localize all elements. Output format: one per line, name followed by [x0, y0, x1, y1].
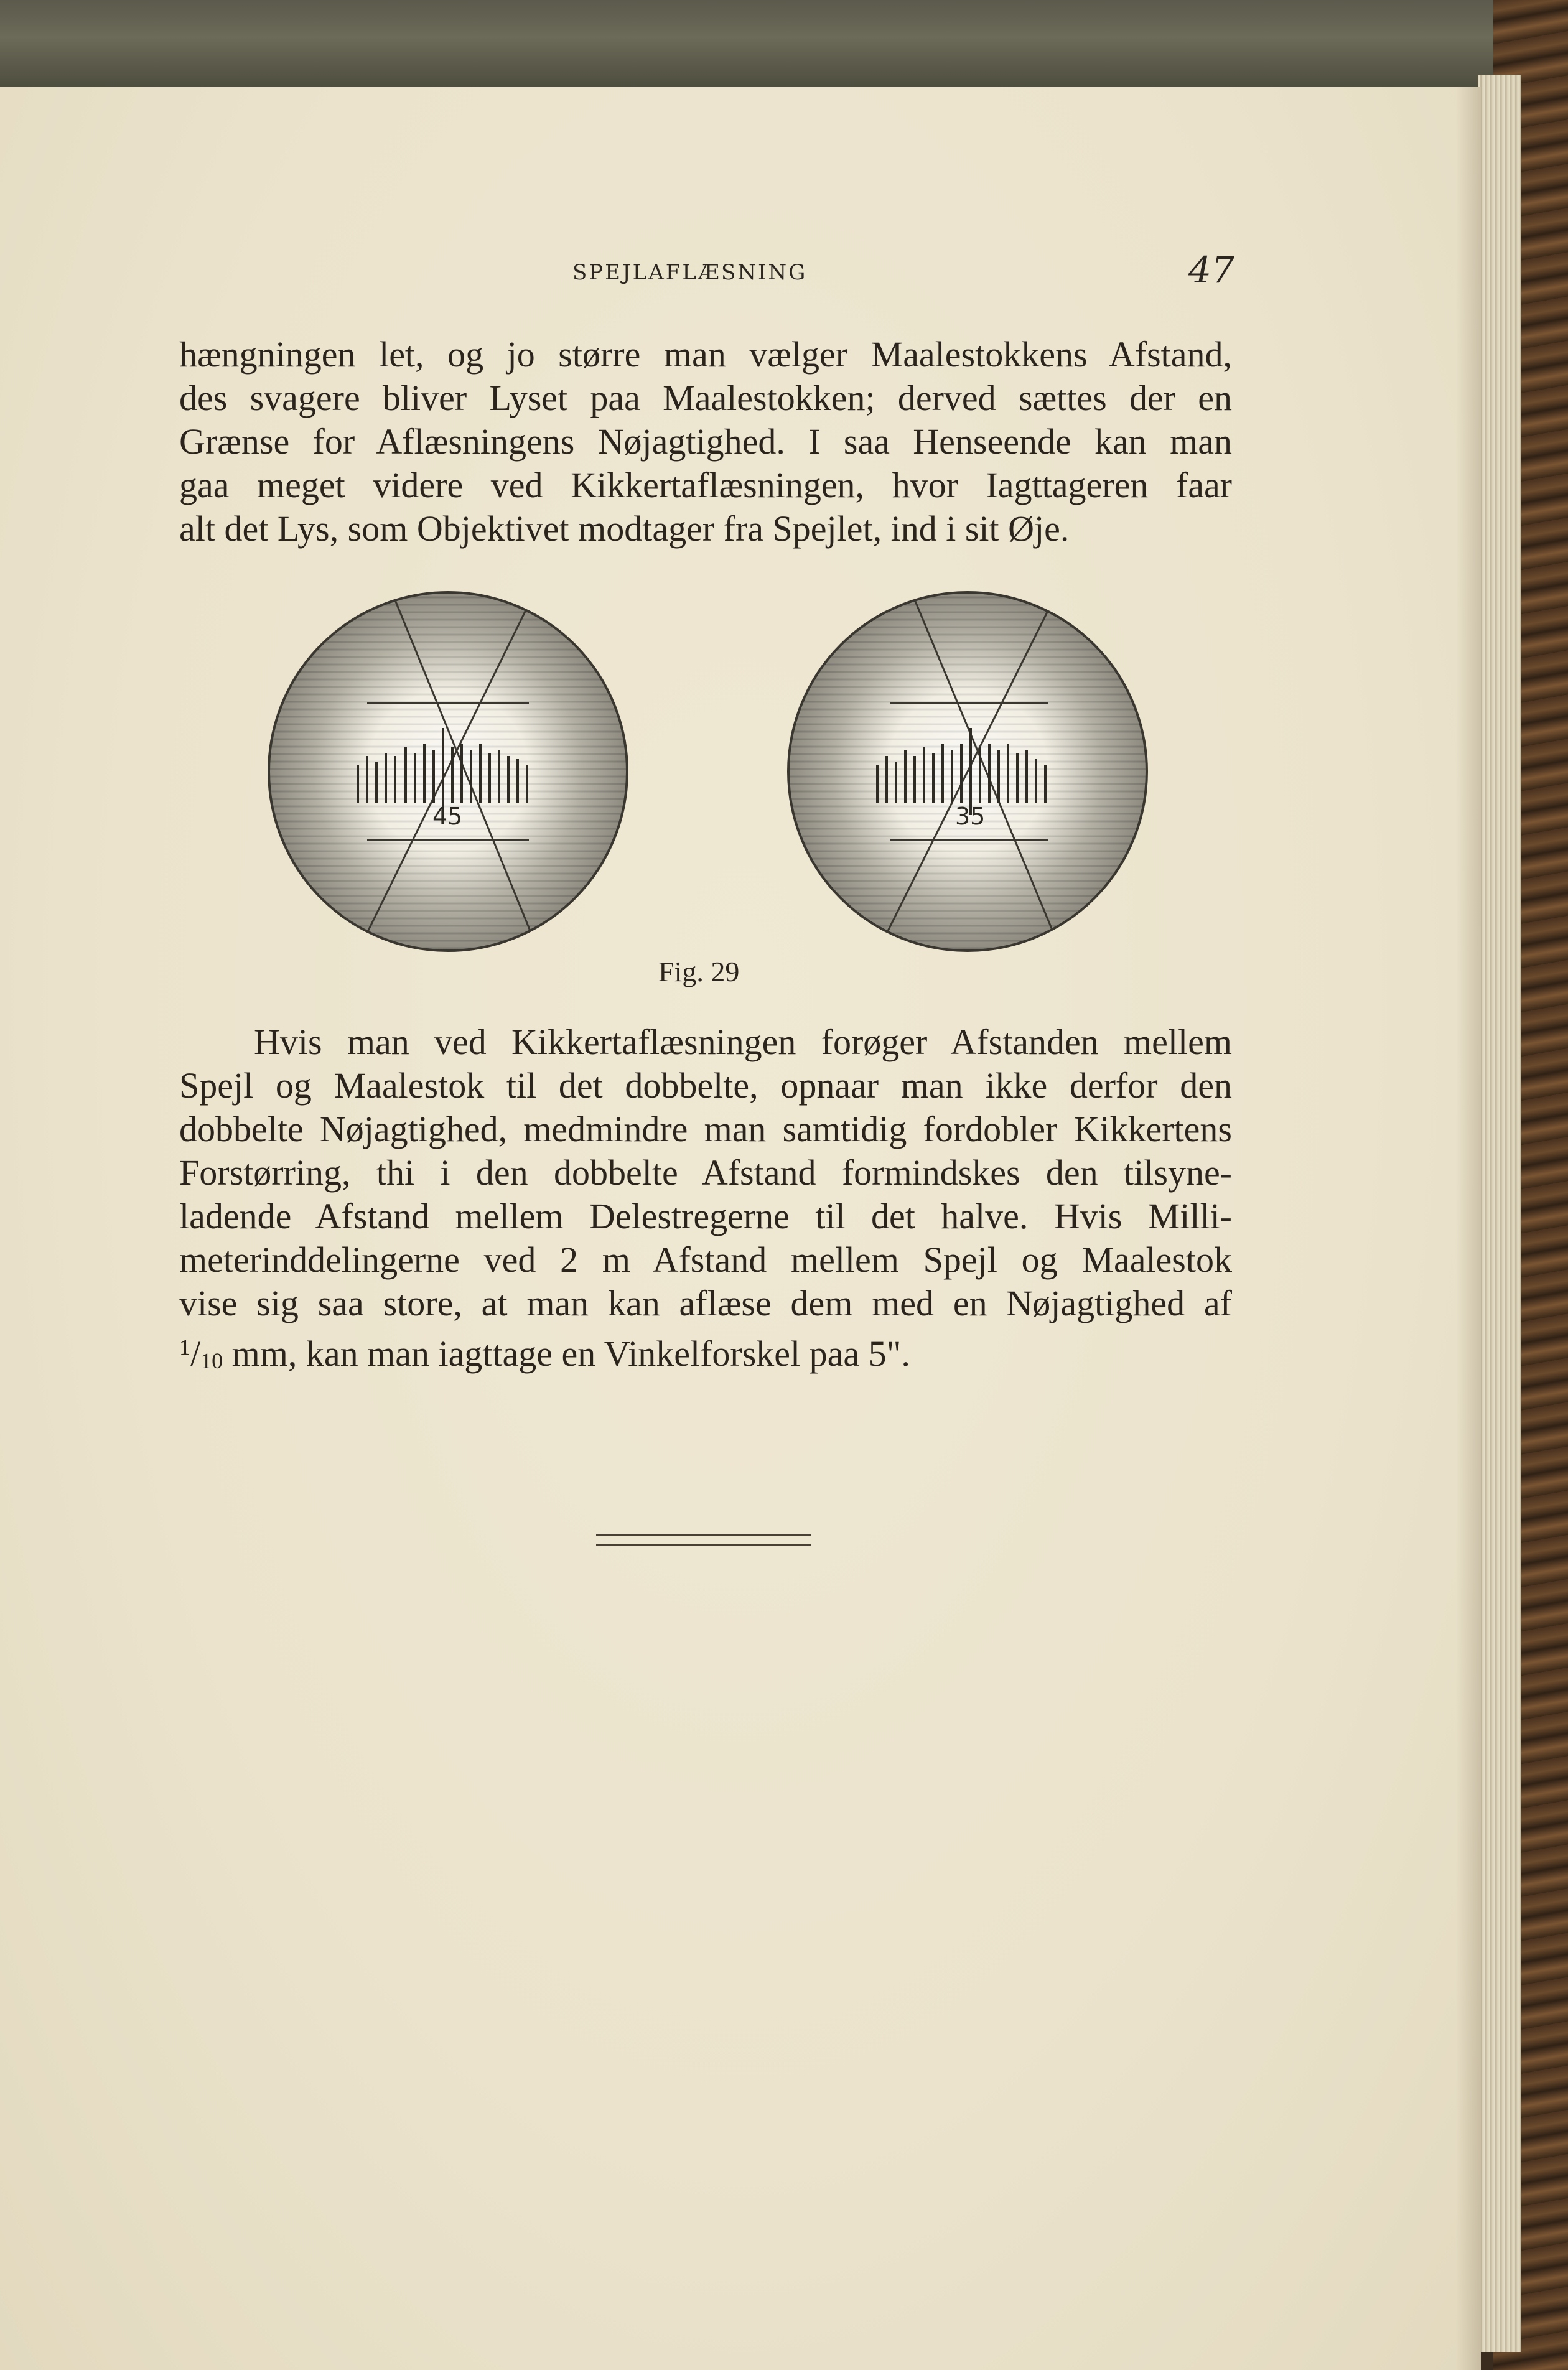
text-line: meterinddelingerne ved 2 m Afstand mellem Spejl og Maalestok — [179, 1239, 1232, 1280]
fraction-numerator: 1 — [179, 1335, 190, 1360]
page-stack-edge — [1478, 75, 1521, 2352]
running-title: SPEJLAFLÆSNING — [572, 260, 808, 285]
text-line: Grænse for Aflæsningens Nøjagtighed. I saa Henseende kan man — [179, 421, 1232, 462]
text-line: ladende Afstand mellem Delestregerne til det halve. Hvis Milli- — [179, 1196, 1232, 1236]
book-top-edge — [0, 0, 1568, 93]
text-line: alt det Lys, som Objektivet modtager fra Spejlet, ind i sit Øje. — [179, 508, 1070, 549]
figure-caption: Fig. 29 — [658, 956, 740, 987]
text-line: des svagere bliver Lyset paa Maalestokken; derved sættes der en — [179, 378, 1232, 418]
text-line: Hvis man ved Kikkertaflæsningen forøger Afstanden mellem — [254, 1022, 1232, 1062]
text-line-last: $^1/_{10}$ mm, kan man iagttage en Vinkelforskel paa 5". — [179, 1333, 910, 1374]
paragraph-2 — [179, 1020, 1232, 1383]
text-line: gaa meget videre ved Kikkertaflæsningen, hvor Iagttageren faar — [179, 465, 1232, 505]
text-line: hængningen let, og jo større man vælger Maalestokkens Afstand, — [179, 334, 1232, 375]
text-line: vise sig saa store, at man kan aflæse dem med en Nøjagtighed af — [179, 1283, 1232, 1323]
text-line: Forstørring, thi i den dobbelte Afstand formindskes den tilsyne- — [179, 1152, 1232, 1193]
fraction-denominator: 10 — [200, 1348, 223, 1373]
left-telescope-view — [261, 579, 647, 964]
figure-29 — [261, 579, 1182, 964]
end-rule-divider — [596, 1534, 811, 1546]
text-line: Spejl og Maalestok til det dobbelte, opnaar man ikke derfor den — [179, 1065, 1232, 1106]
left-scale-label: 45 — [432, 803, 463, 830]
paragraph-1 — [179, 333, 1232, 551]
right-scale-label: 35 — [955, 803, 986, 830]
last-line-text: mm, kan man iagttage en Vinkelforskel paa 5". — [223, 1333, 910, 1374]
right-telescope-view — [778, 579, 1164, 964]
page-number: 47 — [1188, 249, 1234, 291]
text-line: dobbelte Nøjagtighed, medmindre man samtidig fordobler Kikkertens — [179, 1109, 1232, 1149]
